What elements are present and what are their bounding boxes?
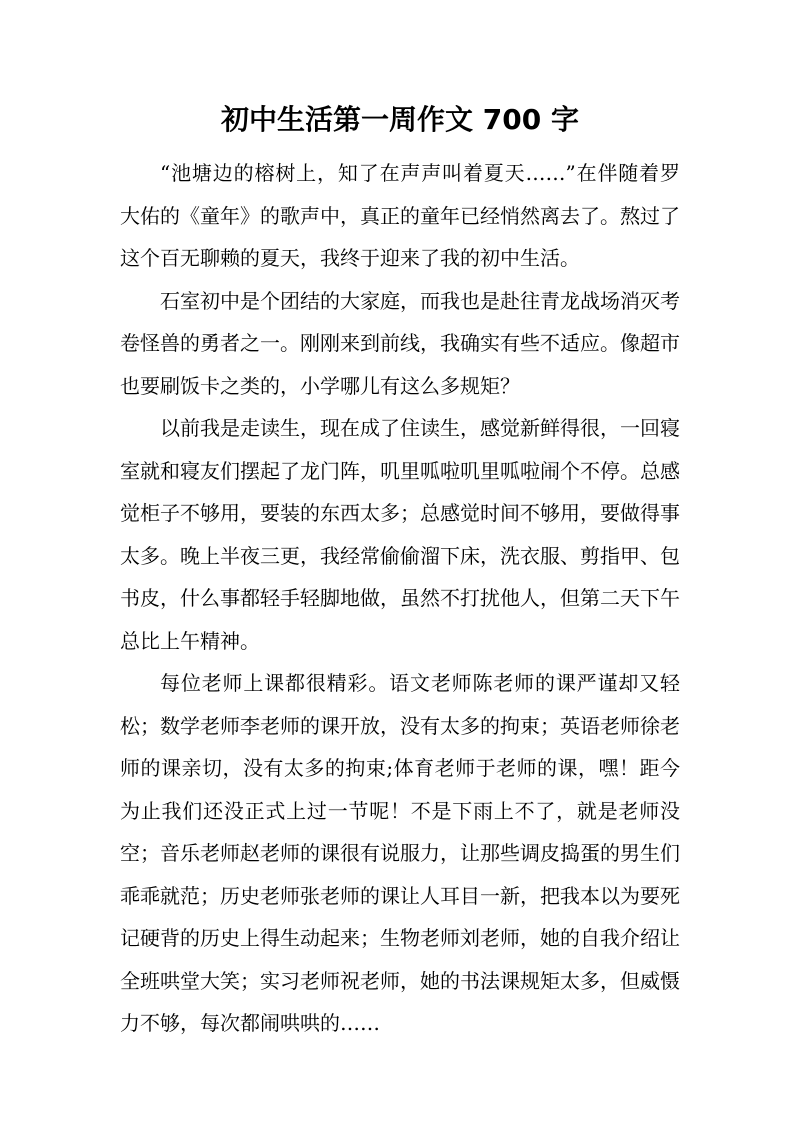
document-title: 初中生活第一周作文 700 字	[221, 103, 579, 136]
paragraph-3: 以前我是走读生，现在成了住读生，感觉新鲜得很，一回寝室就和寝友们摆起了龙门阵，叽里呱啦叽里呱啦闹个不停。总感觉柜子不够用，要装的东西太多；总感觉时间不够用，要做得事太多。晚上半夜三更，我经常偷偷溜下床，洗衣服、剪指甲、包书皮，什么事都轻手轻脚地做，虽然不打扰他人，但第二天下午总比上午精神。	[120, 416, 680, 653]
document-body	[120, 152, 680, 1045]
paragraph-2: 石室初中是个团结的大家庭，而我也是赴往青龙战场消灭考卷怪兽的勇者之一。刚刚来到前线，我确实有些不适应。像超市也要刷饭卡之类的，小学哪儿有这么多规矩？	[120, 288, 680, 398]
paragraph-4: 每位老师上课都很精彩。语文老师陈老师的课严谨却又轻松；数学老师李老师的课开放，没有太多的拘束；英语老师徐老师的课亲切，没有太多的拘束;体育老师于老师的课，嘿！距今为止我们还没正式上过一节呢！不是下雨上不了，就是老师没空；音乐老师赵老师的课很有说服力，让那些调皮捣蛋的男生们乖乖就范；历史老师张老师的课让人耳目一新，把我本以为要死记硬背的历史上得生动起来；生物老师刘老师，她的自我介绍让全班哄堂大笑；实习老师祝老师，她的书法课规矩太多，但威慑力不够，每次都闹哄哄的……	[120, 671, 680, 1035]
paragraph-1: “池塘边的榕树上，知了在声声叫着夏天……”在伴随着罗大佑的《童年》的歌声中，真正的童年已经悄然离去了。熬过了这个百无聊赖的夏天，我终于迎来了我的初中生活。	[120, 161, 680, 270]
